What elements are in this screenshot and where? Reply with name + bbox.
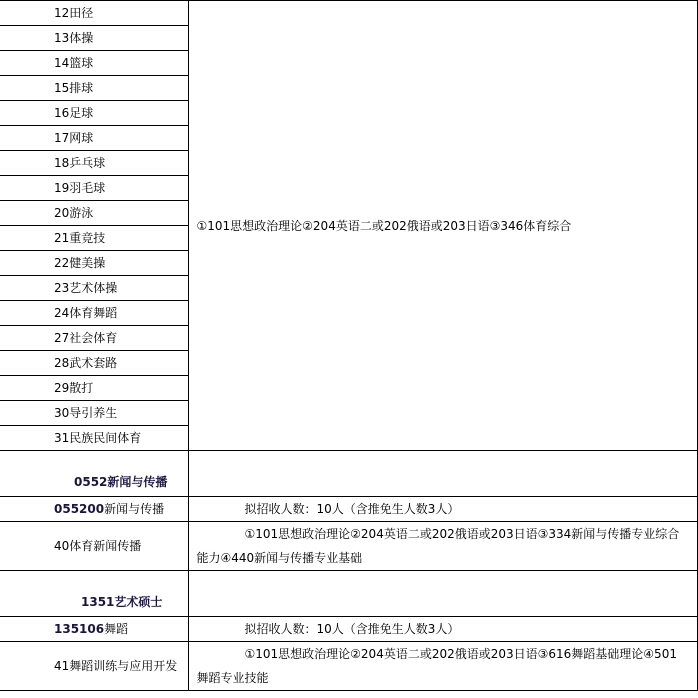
direction-cell: 27社会体育 (0, 326, 188, 351)
direction-cell: 21重竞技 (0, 226, 188, 251)
direction-cell: 22健美操 (0, 251, 188, 276)
major-cell-arts (0, 617, 188, 642)
direction-cell: 19羽毛球 (0, 176, 188, 201)
direction-cell: 16足球 (0, 101, 188, 126)
exam-subjects-arts: ①101思想政治理论②204英语二或202俄语或203日语③616舞蹈基础理论④501舞蹈专业技能 (188, 642, 697, 691)
direction-cell: 28武术套路 (0, 351, 188, 376)
major-name: 新闻与传播 (104, 502, 165, 516)
direction-cell: 13体操 (0, 26, 188, 51)
empty-cell (188, 571, 697, 617)
major-name: 舞蹈 (104, 622, 129, 636)
direction-cell: 41舞蹈训练与应用开发 (0, 642, 188, 691)
category-heading-arts (0, 571, 188, 617)
direction-cell: 30导引养生 (0, 401, 188, 426)
direction-cell: 29散打 (0, 376, 188, 401)
direction-cell: 31民族民间体育 (0, 426, 188, 451)
category-heading-journalism (0, 451, 188, 497)
direction-cell: 18乒乓球 (0, 151, 188, 176)
category-heading-text: 1351艺术硕士 (81, 595, 163, 609)
direction-cell: 12田径 (0, 1, 188, 26)
category-heading-text: 0552新闻与传播 (74, 475, 168, 489)
direction-cell: 14篮球 (0, 51, 188, 76)
sports-exam-subjects: ①101思想政治理论②204英语二或202俄语或203日语③346体育综合 (188, 1, 697, 451)
major-cell-journalism (0, 497, 188, 522)
empty-cell (188, 451, 697, 497)
enrollment-count: 拟招收人数：10人（含推免生人数3人） (188, 617, 697, 642)
major-code: 135106 (54, 622, 105, 636)
direction-cell: 20游泳 (0, 201, 188, 226)
direction-cell: 15排球 (0, 76, 188, 101)
direction-cell: 24体育舞蹈 (0, 301, 188, 326)
direction-cell: 40体育新闻传播 (0, 522, 188, 571)
direction-cell: 17网球 (0, 126, 188, 151)
major-code: 055200 (54, 502, 105, 516)
enrollment-count: 拟招收人数：10人（含推免生人数3人） (188, 497, 697, 522)
exam-subjects-journalism: ①101思想政治理论②204英语二或202俄语或203日语③334新闻与传播专业综合能力④440新闻与传播专业基础 (188, 522, 697, 571)
direction-cell: 23艺术体操 (0, 276, 188, 301)
